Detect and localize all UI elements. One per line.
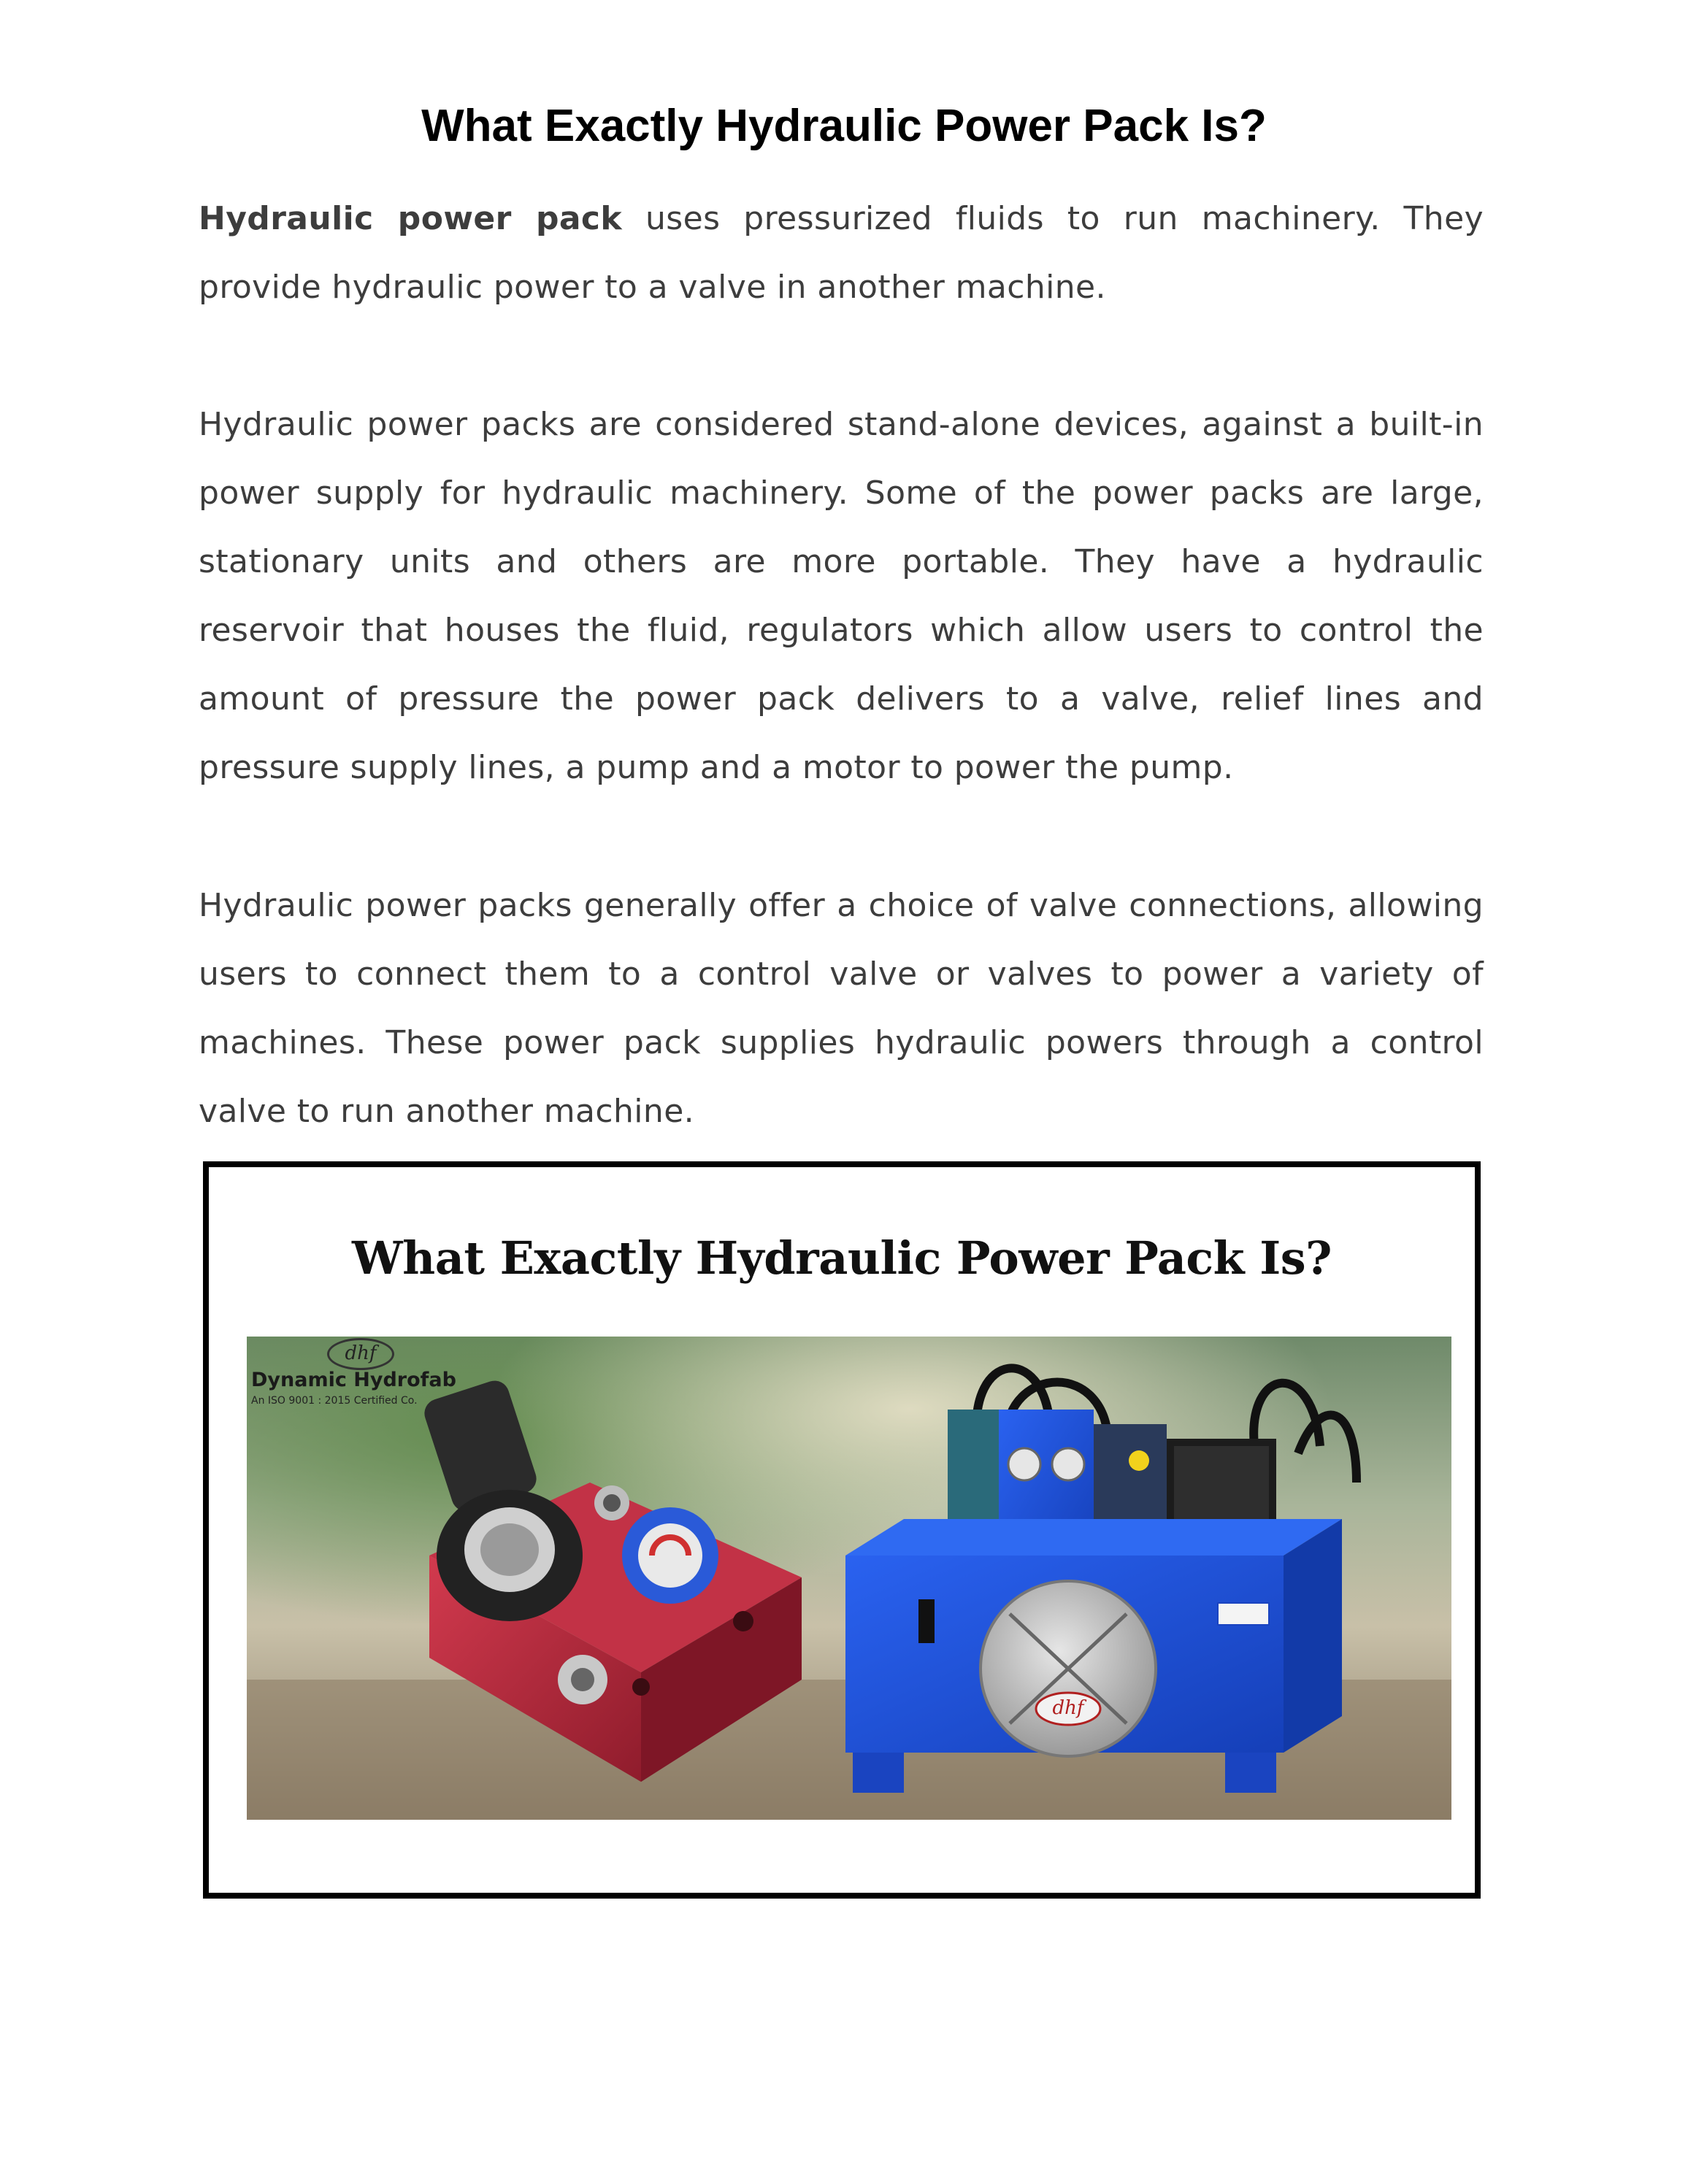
connections-paragraph: Hydraulic power packs generally offer a choice of valve connections, allowing users to connect them to a control valve or valves to power a variety of machines. These power pack supplies hydraulic powers through a control valve to run another machine. xyxy=(199,887,1484,1130)
logo-mark: dhf xyxy=(327,1338,394,1370)
intro-paragraph-text: uses pressurized fluids to run machinery. They provide hydraulic power to a valve in another machine. xyxy=(199,200,1484,306)
figure-title: What Exactly Hydraulic Power Pack Is? xyxy=(352,1231,1332,1285)
logo-name: Dynamic Hydrofab xyxy=(251,1369,456,1391)
company-logo xyxy=(251,1337,514,1417)
logo-certification: An ISO 9001 : 2015 Certified Co. xyxy=(251,1395,418,1407)
plate-badge: dhf xyxy=(1052,1697,1084,1719)
description-paragraph: Hydraulic power packs are considered stand-alone devices, against a built-in power supply for hydraulic machinery. Some of the power packs are large, stationary units and others are more portable. They have a hydraulic reservoir that houses the fluid, regulators which allow users to control the amount of pressure the power pack delivers to a valve, relief lines and pressure supply lines, a pump and a motor to power the pump. xyxy=(199,406,1484,786)
figure-frame xyxy=(203,1161,1481,1899)
bold-lead: Hydraulic power pack xyxy=(199,200,623,237)
page-title: What Exactly Hydraulic Power Pack Is? xyxy=(421,101,1267,151)
product-photo xyxy=(247,1337,1451,1820)
intro-paragraph xyxy=(199,185,1484,322)
